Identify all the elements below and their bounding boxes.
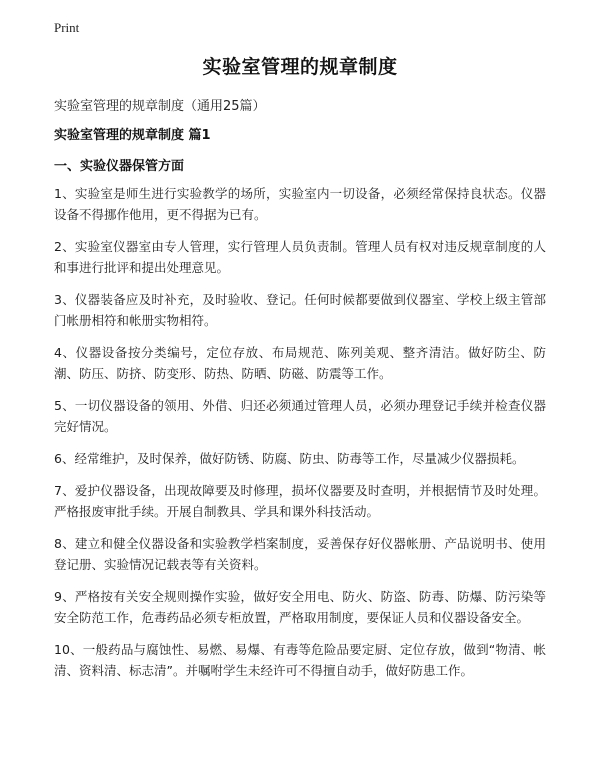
rule-item-6: 6、经常维护，及时保养，做好防锈、防腐、防虫、防毒等工作，尽量减少仪器损耗。 bbox=[54, 451, 525, 466]
rule-item-9: 9、严格按有关安全规则操作实验，做好安全用电、防火、防盗、防毒、防爆、防污染等安全防范工作，危毒药品必须专柜放置，严格取用制度，要保证人员和仪器设备安全。 bbox=[54, 589, 546, 625]
section-heading: 一、实验仪器保管方面 bbox=[54, 159, 185, 174]
rule-item-8: 8、建立和健全仪器设备和实验教学档案制度，妥善保存好仪器帐册、产品说明书、使用登记册、实验情况记载表等有关资料。 bbox=[54, 536, 546, 572]
rule-item-5: 5、一切仪器设备的领用、外借、归还必须通过管理人员，必须办理登记手续并检查仪器完好情况。 bbox=[54, 398, 546, 434]
rule-item-7: 7、爱护仪器设备，出现故障要及时修理，损坏仪器要及时查明，并根据情节及时处理。严格报废审批手续。开展自制教具、学具和课外科技活动。 bbox=[54, 483, 546, 519]
document-title: 实验室管理的规章制度 bbox=[202, 56, 398, 78]
chapter-heading: 实验室管理的规章制度 篇1 bbox=[54, 128, 211, 143]
rule-item-1: 1、实验室是师生进行实验教学的场所，实验室内一切设备，必须经常保持良状态。仪器设备不得挪作他用，更不得据为已有。 bbox=[54, 186, 546, 222]
rules-list bbox=[54, 183, 546, 692]
rule-item-4: 4、仪器设备按分类编号，定位存放、布局规范、陈列美观、整齐清洁。做好防尘、防潮、防压、防挤、防变形、防热、防晒、防磁、防震等工作。 bbox=[54, 345, 546, 381]
rule-item-10: 10、一般药品与腐蚀性、易燃、易爆、有毒等危险品要定厨、定位存放，做到“物清、帐清、资料清、标志清”。并嘱咐学生未经许可不得擅自动手，做好防患工作。 bbox=[54, 642, 546, 678]
rule-item-3: 3、仪器装备应及时补充，及时验收、登记。任何时候都要做到仪器室、学校上级主管部门帐册相符和帐册实物相符。 bbox=[54, 292, 546, 328]
print-link[interactable]: Print bbox=[54, 20, 80, 35]
document-subtitle: 实验室管理的规章制度（通用25篇） bbox=[54, 99, 266, 114]
rule-item-2: 2、实验室仪器室由专人管理，实行管理人员负责制。管理人员有权对违反规章制度的人和事进行批评和提出处理意见。 bbox=[54, 239, 546, 275]
